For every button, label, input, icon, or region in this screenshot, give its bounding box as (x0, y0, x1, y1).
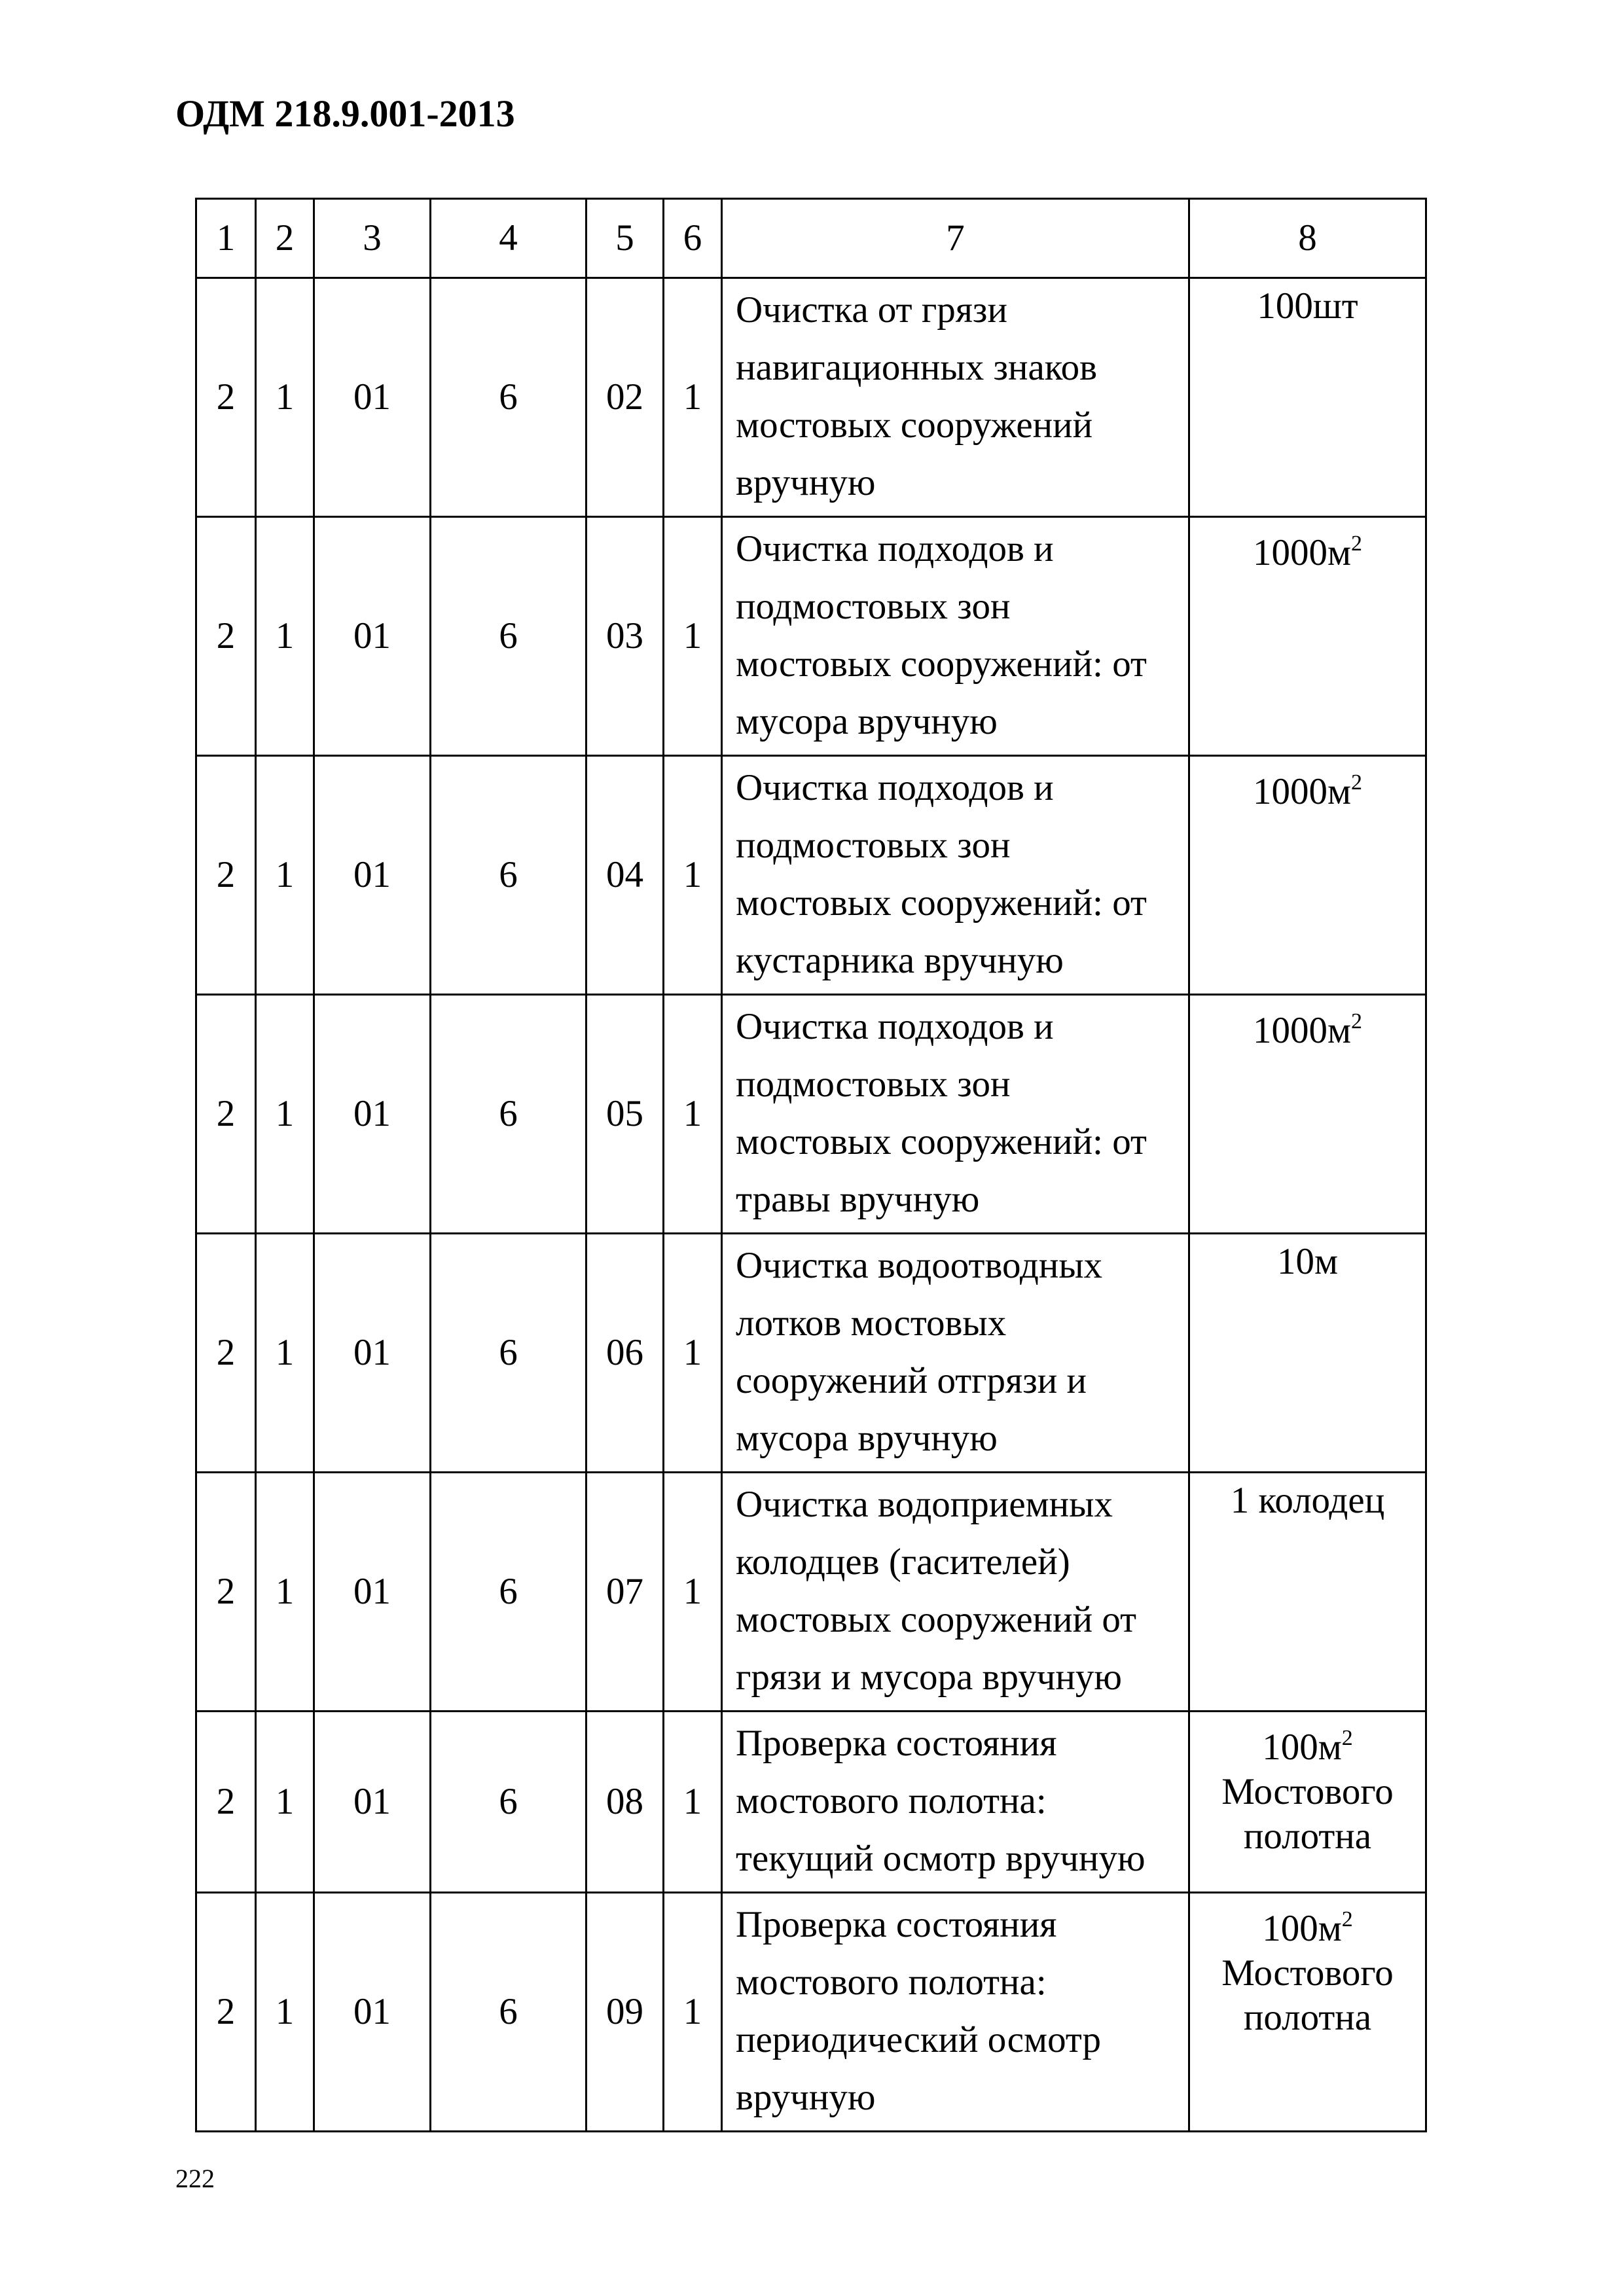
code-cell: 01 (314, 278, 431, 517)
work-description-cell: Проверка состояния мостового полотна: текущий осмотр вручную (722, 1712, 1189, 1893)
code-cell: 2 (196, 1473, 256, 1712)
unit-value: 1000м (1252, 1010, 1352, 1051)
column-header: 3 (314, 199, 431, 278)
code-cell: 1 (256, 1234, 314, 1473)
work-description-cell: Очистка водоотводных лотков мостовых сооружений отгрязи и мусора вручную (722, 1234, 1189, 1473)
table-row (196, 278, 1426, 517)
unit-qualifier: Мостового полотна (1221, 1771, 1394, 1857)
code-cell: 01 (314, 1712, 431, 1893)
unit-exponent: 2 (1341, 1907, 1353, 1931)
code-cell: 04 (586, 756, 664, 995)
unit-cell (1189, 1893, 1426, 2132)
column-header: 4 (431, 199, 586, 278)
code-cell: 01 (314, 517, 431, 756)
code-cell: 1 (664, 1234, 722, 1473)
work-description-cell: Очистка от грязи навигационных знаков мостовых сооружений вручную (722, 278, 1189, 517)
code-cell: 6 (431, 1712, 586, 1893)
unit-cell (1189, 517, 1426, 756)
code-cell: 1 (256, 756, 314, 995)
code-cell: 1 (664, 1893, 722, 2132)
column-header: 5 (586, 199, 664, 278)
code-cell: 1 (256, 1473, 314, 1712)
code-cell: 6 (431, 995, 586, 1234)
code-cell: 2 (196, 517, 256, 756)
unit-exponent: 2 (1351, 1009, 1363, 1033)
code-cell: 01 (314, 1234, 431, 1473)
unit-value: 100м (1262, 1727, 1342, 1768)
work-description-cell: Очистка подходов и подмостовых зон мостовых сооружений: от мусора вручную (722, 517, 1189, 756)
column-header: 2 (256, 199, 314, 278)
page-number: 222 (175, 2164, 215, 2193)
code-cell: 05 (586, 995, 664, 1234)
unit-cell (1189, 756, 1426, 995)
unit-cell (1189, 278, 1426, 517)
code-cell: 01 (314, 1473, 431, 1712)
code-cell: 01 (314, 756, 431, 995)
column-header: 6 (664, 199, 722, 278)
work-description-cell: Проверка состояния мостового полотна: периодический осмотр вручную (722, 1893, 1189, 2132)
unit-qualifier: Мостового полотна (1221, 1952, 1394, 2038)
unit-exponent: 2 (1351, 531, 1363, 556)
code-cell: 07 (586, 1473, 664, 1712)
work-description-cell: Очистка подходов и подмостовых зон мостовых сооружений: от кустарника вручную (722, 756, 1189, 995)
document-code: ОДМ 218.9.001-2013 (175, 92, 515, 135)
unit-exponent: 2 (1351, 770, 1363, 795)
column-header: 8 (1189, 199, 1426, 278)
unit-value: 1000м (1252, 771, 1352, 812)
code-cell: 02 (586, 278, 664, 517)
code-cell: 6 (431, 517, 586, 756)
code-cell: 09 (586, 1893, 664, 2132)
work-description-cell: Очистка подходов и подмостовых зон мостовых сооружений: от травы вручную (722, 995, 1189, 1234)
unit-cell (1189, 1473, 1426, 1712)
norms-table (195, 198, 1427, 2132)
code-cell: 1 (664, 517, 722, 756)
table-header-row (196, 199, 1426, 278)
unit-value: 10м (1276, 1241, 1339, 1282)
unit-cell (1189, 1712, 1426, 1893)
code-cell: 01 (314, 1893, 431, 2132)
code-cell: 06 (586, 1234, 664, 1473)
code-cell: 1 (256, 517, 314, 756)
code-cell: 1 (664, 278, 722, 517)
table-row (196, 1712, 1426, 1893)
unit-cell (1189, 1234, 1426, 1473)
code-cell: 2 (196, 1712, 256, 1893)
code-cell: 6 (431, 756, 586, 995)
code-cell: 1 (664, 756, 722, 995)
column-header: 1 (196, 199, 256, 278)
code-cell: 08 (586, 1712, 664, 1893)
unit-value: 100м (1262, 1908, 1342, 1949)
work-description-cell: Очистка водоприемных колодцев (гасителей) мостовых сооружений от грязи и мусора вручную (722, 1473, 1189, 1712)
table-row (196, 756, 1426, 995)
unit-value: 1 колодец (1230, 1480, 1385, 1521)
code-cell: 1 (256, 995, 314, 1234)
code-cell: 2 (196, 756, 256, 995)
code-cell: 1 (664, 1473, 722, 1712)
table-row (196, 1473, 1426, 1712)
code-cell: 6 (431, 1234, 586, 1473)
code-cell: 1 (664, 995, 722, 1234)
code-cell: 1 (256, 278, 314, 517)
unit-value: 1000м (1252, 532, 1352, 573)
column-header: 7 (722, 199, 1189, 278)
code-cell: 2 (196, 1893, 256, 2132)
code-cell: 2 (196, 1234, 256, 1473)
code-cell: 1 (256, 1712, 314, 1893)
code-cell: 1 (256, 1893, 314, 2132)
table-row (196, 1893, 1426, 2132)
code-cell: 2 (196, 278, 256, 517)
code-cell: 1 (664, 1712, 722, 1893)
table-row (196, 995, 1426, 1234)
code-cell: 6 (431, 1893, 586, 2132)
code-cell: 01 (314, 995, 431, 1234)
unit-cell (1189, 995, 1426, 1234)
code-cell: 6 (431, 278, 586, 517)
unit-exponent: 2 (1341, 1726, 1353, 1750)
code-cell: 6 (431, 1473, 586, 1712)
code-cell: 2 (196, 995, 256, 1234)
table-row (196, 517, 1426, 756)
table-row (196, 1234, 1426, 1473)
unit-value: 100шт (1257, 285, 1358, 327)
code-cell: 03 (586, 517, 664, 756)
